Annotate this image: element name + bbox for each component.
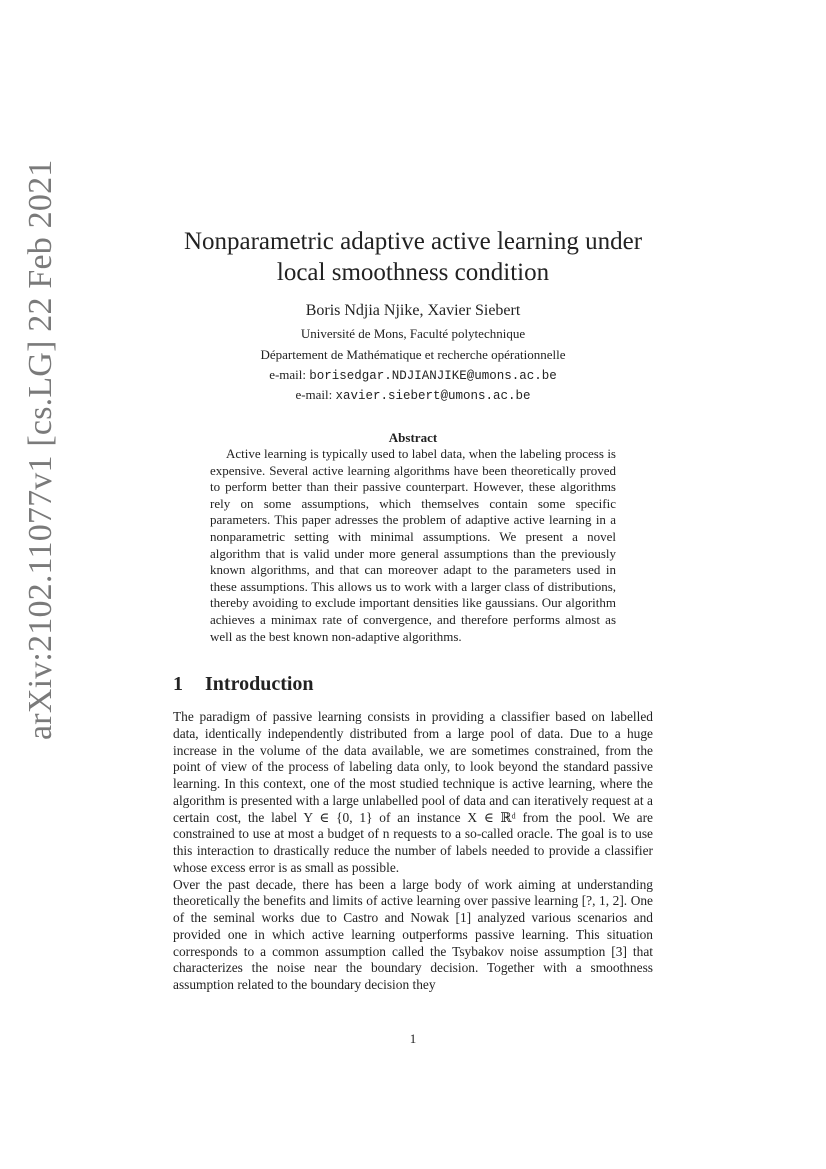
- affiliation-university: Université de Mons, Faculté polytechnique: [300, 326, 526, 341]
- section-title: Introduction: [205, 673, 314, 695]
- arxiv-stamp: arXiv:2102.11077v1 [cs.LG] 22 Feb 2021: [22, 159, 59, 740]
- email-line-2: [150, 384, 676, 407]
- introduction-body: [173, 709, 653, 994]
- page-number: 1: [409, 1031, 417, 1046]
- abstract-heading: Abstract: [388, 430, 438, 445]
- intro-paragraph-2: Over the past decade, there has been a large body of work aiming at understanding theoretically the benefits and limits of active learning over passive learning [?, 1, 2]. One of the seminal works due to Castro and Nowak [1] analyzed various scenarios and provided one in which active learning outperforms passive learning. This situation corresponds to a common assumption called the Tsybakov noise assumption [3] that characterizes the noise near the boundary decision. Together with a smoothness assumption related to the boundary decision they: [173, 876, 653, 992]
- title-line-1: Nonparametric adaptive active learning under: [183, 228, 643, 255]
- abstract-body: Active learning is typically used to label data, when the labeling process is expensive. Several active learning algorithms have been theoretically proved to perform better than their passive counterpart. However, these algorithms rely on some assumptions, which themselves contain some specific parameters. This paper adresses the problem of adaptive active learning in a nonparametric setting with minimal assumptions. We present a novel algorithm that is valid under more general assumptions than the previously known algorithms, and that can moreover adapt to the parameters used in these assumptions. This allows us to work with a larger class of distributions, thereby avoiding to exclude important densities like gaussians. Our algorithm achieves a minimax rate of convergence, and therefore performs almost as well as the best known non-adaptive algorithms.: [210, 446, 616, 644]
- title-line-2: local smoothness condition: [276, 259, 550, 286]
- email-address-2[interactable]: xavier.siebert@umons.ac.be: [335, 389, 531, 403]
- authors: Boris Ndjia Njike, Xavier Siebert: [305, 302, 521, 319]
- email-prefix: e-mail:: [269, 367, 307, 382]
- intro-paragraph-1: The paradigm of passive learning consists in providing a classifier based on labelled data, identically independently distributed from a large pool of data. Due to a huge increase in the volume of the data available, we are sometimes constrained, from the point of view of the process of labeling data only, to look beyond the standard passive learning. In this context, one of the most studied technique is active learning, where the algorithm is presented with a large unlabelled pool of data and can iteratively request at a certain cost, the label Y ∈ {0, 1} of an instance X ∈ ℝᵈ from the pool. We are constrained to use at most a budget of n requests to a so-called oracle. The goal is to use this interaction to drastically reduce the number of labels needed to provide a classifier whose excess error is as small as possible.: [173, 709, 653, 875]
- email-prefix: e-mail:: [295, 387, 333, 402]
- email-address-1[interactable]: borisedgar.NDJIANJIKE@umons.ac.be: [309, 369, 557, 383]
- section-number: 1: [173, 673, 183, 695]
- affiliation-department: Département de Mathématique et recherche opérationnelle: [260, 347, 566, 362]
- section-heading-introduction: [173, 672, 314, 696]
- paper-title: [150, 226, 676, 288]
